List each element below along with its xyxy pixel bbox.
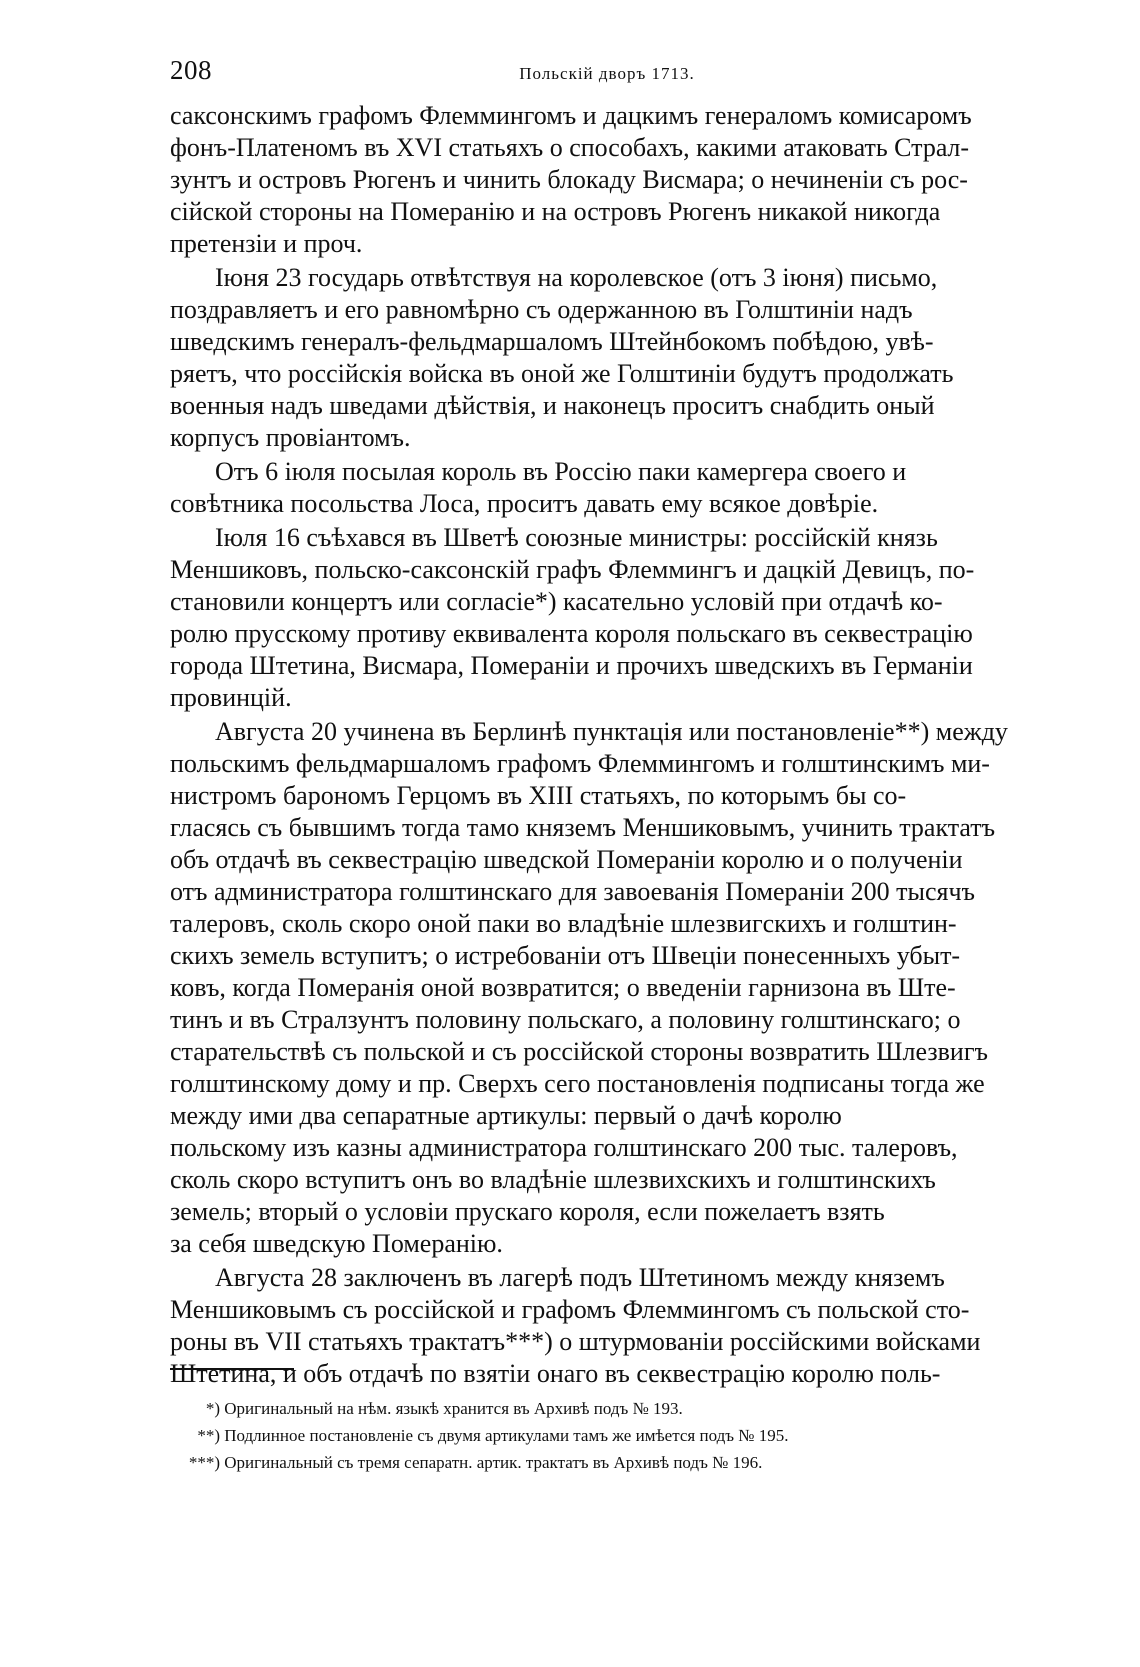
text-line: нистромъ барономъ Герцомъ въ XIII статьяхъ, по которымъ бы со- bbox=[170, 781, 907, 810]
footnote-text: Оригинальный на нѣм. языкѣ хранится въ Архивѣ подъ № 193. bbox=[224, 1399, 683, 1418]
text-line: гласясь съ бывшимъ тогда тамо княземъ Меншиковымъ, учинить трактатъ bbox=[170, 813, 996, 842]
text-line: саксонскимъ графомъ Флеммингомъ и дацкимъ генераломъ комисаромъ bbox=[170, 101, 972, 130]
text-line: Меншиковъ, польско-саксонскій графъ Флеммингъ и дацкій Девицъ, по- bbox=[170, 555, 975, 584]
footnote-2 bbox=[170, 1422, 1044, 1449]
running-title: Польскій дворъ 1713. bbox=[519, 64, 695, 83]
text-line: талеровъ, сколь скоро оной паки во владѣніе шлезвигскихъ и голштин- bbox=[170, 909, 957, 938]
text-line: между ими два сепаратные артикулы: первый о дачѣ королю bbox=[170, 1101, 842, 1130]
text-line: отъ администратора голштинскаго для завоеванія Помераніи 200 тысячъ bbox=[170, 877, 975, 906]
page-number: 208 bbox=[170, 55, 212, 85]
text-line: объ отдачѣ въ секвестрацію шведской Помераніи королю и о полученіи bbox=[170, 845, 963, 874]
text-line: зунтъ и островъ Рюгенъ и чинить блокаду Висмара; о нечиненіи съ рос- bbox=[170, 165, 968, 194]
text-line: ролю прусскому противу еквивалента короля польскаго въ секвестрацію bbox=[170, 619, 973, 648]
text-line: Штетина, и объ отдачѣ по взятіи онаго въ секвестрацію королю поль- bbox=[170, 1359, 941, 1388]
footnote-text: Оригинальный съ тремя сепаратн. артик. трактатъ въ Архивѣ подъ № 196. bbox=[224, 1453, 763, 1472]
text-line: за себя шведскую Померанію. bbox=[170, 1229, 503, 1258]
text-line: ковъ, когда Померанія оной возвратится; о введеніи гарнизона въ Ште- bbox=[170, 973, 956, 1002]
text-line: ряетъ, что россійскія войска въ оной же Голштиніи будутъ продолжать bbox=[170, 359, 954, 388]
text-line: Іюля 16 съѣхався въ Шветѣ союзные министры: россійскій князь bbox=[215, 523, 938, 552]
text-line: польскому изъ казны администратора голштинскаго 200 тыс. талеровъ, bbox=[170, 1133, 958, 1162]
paragraph-5 bbox=[170, 716, 1044, 1260]
text-line: фонъ-Платеномъ въ XVI статьяхъ о способахъ, какими атаковать Стрaл- bbox=[170, 133, 970, 162]
text-line: поздравляетъ и его равномѣрно съ одержанною въ Голштиніи надъ bbox=[170, 295, 913, 324]
text-line: старательствѣ съ польской и съ россійской стороны возвратить Шлезвигъ bbox=[170, 1037, 988, 1066]
text-line: претензіи и проч. bbox=[170, 229, 363, 258]
paragraph-6 bbox=[170, 1262, 1044, 1390]
text-line: голштинскому дому и пр. Сверхъ сего постановленія подписаны тогда же bbox=[170, 1069, 985, 1098]
text-line: роны въ VII статьяхъ трактатъ***) о штурмованіи россійскими войсками bbox=[170, 1327, 981, 1356]
main-text bbox=[170, 100, 1044, 1392]
text-line: тинъ и въ Стралзунтъ половину польскаго, а половину голштинскаго; о bbox=[170, 1005, 961, 1034]
paragraph-3 bbox=[170, 456, 1044, 520]
footnote-1 bbox=[170, 1395, 1044, 1422]
text-line: военныя надъ шведами дѣйствія, и наконецъ проситъ снабдить оный bbox=[170, 391, 935, 420]
footnote-3 bbox=[170, 1449, 1044, 1476]
text-line: корпусъ провіантомъ. bbox=[170, 423, 411, 452]
text-line: шведскимъ генералъ-фельдмаршаломъ Штейнбокомъ побѣдою, увѣ- bbox=[170, 327, 934, 356]
footnotes bbox=[170, 1395, 1044, 1476]
text-line: Августа 20 учинена въ Берлинѣ пунктація или постановленіе**) между bbox=[215, 717, 1008, 746]
text-line: города Штетина, Висмара, Помераніи и прочихъ шведскихъ въ Германіи bbox=[170, 651, 973, 680]
paragraph-2 bbox=[170, 262, 1044, 454]
footnote-divider bbox=[170, 1368, 294, 1370]
footnote-text: Подлинное постановленіе съ двумя артикулами тамъ же имѣется подъ № 195. bbox=[224, 1426, 789, 1445]
footnote-marker: **) bbox=[197, 1426, 220, 1445]
paragraph-4 bbox=[170, 522, 1044, 714]
text-line: Меншиковымъ съ россійской и графомъ Флеммингомъ съ польской сто- bbox=[170, 1295, 970, 1324]
footnote-marker: *) bbox=[205, 1399, 220, 1418]
text-line: скихъ земель вступитъ; о истребованіи отъ Швеціи понесенныхъ убыт- bbox=[170, 941, 961, 970]
text-line: сійской стороны на Померанію и на островъ Рюгенъ никакой никогда bbox=[170, 197, 941, 226]
footnote-marker: ***) bbox=[188, 1453, 220, 1472]
text-line: становили концертъ или согласіе*) касательно условій при отдачѣ ко- bbox=[170, 587, 943, 616]
text-line: сколь скоро вступитъ онъ во владѣніе шлезвихскихъ и голштинскихъ bbox=[170, 1165, 936, 1194]
paragraph-1 bbox=[170, 100, 1044, 260]
text-line: Отъ 6 іюля посылая король въ Россію паки камергера своего и bbox=[215, 457, 907, 486]
text-line: земель; вторый о условіи прускаго короля, если пожелаетъ взять bbox=[170, 1197, 885, 1226]
page-header bbox=[170, 55, 1044, 95]
text-line: Іюня 23 государь отвѣтствуя на королевское (отъ 3 іюня) письмо, bbox=[215, 263, 938, 292]
text-line: провинцій. bbox=[170, 683, 292, 712]
text-line: совѣтника посольства Лоса, проситъ давать ему всякое довѣріе. bbox=[170, 489, 879, 518]
text-line: Августа 28 заключенъ въ лагерѣ подъ Штетиномъ между княземъ bbox=[215, 1263, 945, 1292]
text-line: польскимъ фельдмаршаломъ графомъ Флеммингомъ и голштинскимъ ми- bbox=[170, 749, 990, 778]
